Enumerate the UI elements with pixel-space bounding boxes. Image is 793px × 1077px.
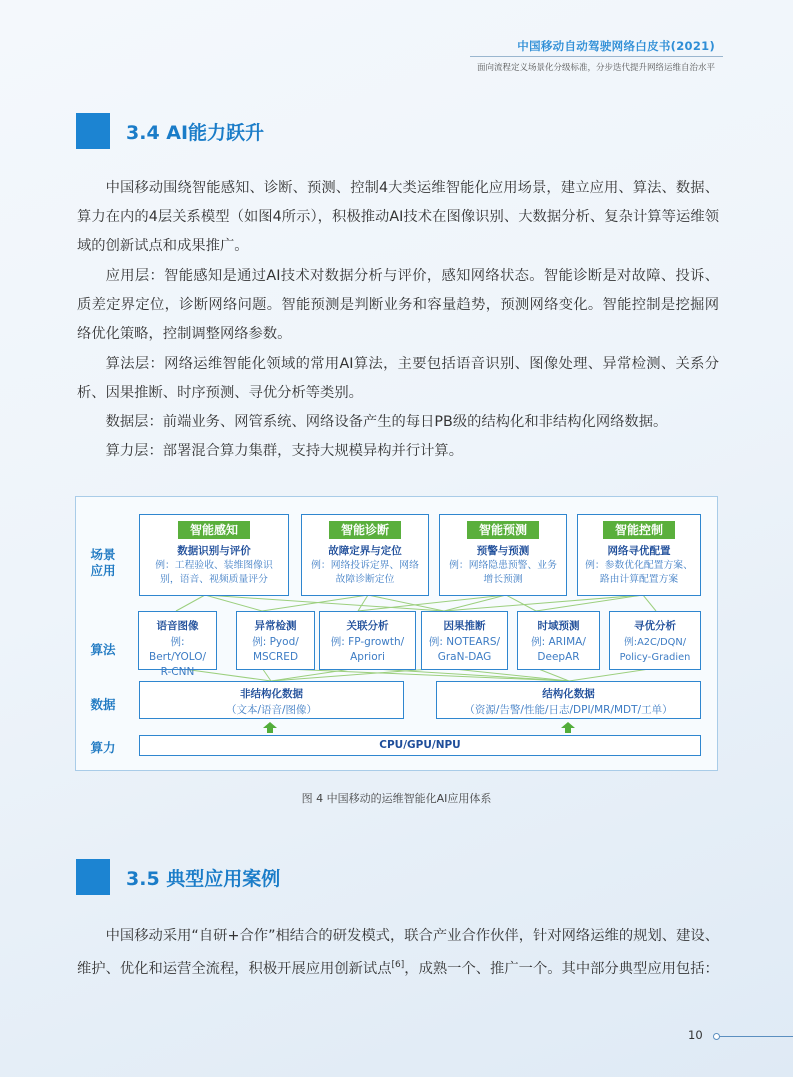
figure-caption: 图 4 中国移动的运维智能化AI应用体系 [301, 792, 492, 805]
algorithm-name: 因果推断 [443, 620, 486, 632]
compute-bar: CPU/GPU/NPU [139, 735, 701, 756]
scenario-description: 例：参数优化配置方案、路由计算配置方案 [585, 560, 693, 585]
citation: [6] [391, 960, 405, 970]
algorithm-name: 异常检测 [254, 620, 297, 632]
paragraph-compute-layer: 算力层：部署混合算力集群，支持大规模异构并行计算。 [105, 443, 464, 459]
section-marker [76, 859, 110, 895]
data-types: （资源/告警/性能/日志/DPI/MR/MDT/工单） [464, 704, 673, 716]
algorithm-box-speech-image [138, 611, 217, 678]
data-name: 结构化数据 [542, 688, 595, 700]
ai-architecture-diagram [75, 496, 718, 771]
footer-dot-icon [713, 1033, 720, 1040]
scenario-card-prediction [439, 514, 567, 596]
algorithm-name: 语音图像 [156, 620, 199, 632]
paragraph-intro: 中国移动围绕智能感知、诊断、预测、控制4大类运维智能化应用场景，建立应用、算法、数据、算力在内的4层关系模型（如图4所示），积极推动AI技术在图像识别、大数据分析、复杂计算等运维领域的创新试点和成果推广。 [77, 180, 719, 254]
scenario-subtitle: 网络寻优配置 [607, 545, 671, 557]
scenario-subtitle: 故障定界与定位 [328, 545, 402, 557]
scenario-card-diagnosis [301, 514, 429, 596]
row-label-data: 数据 [90, 697, 116, 712]
algorithm-examples: 例: ARIMA/ DeepAR [531, 636, 586, 663]
section-title: 3.5 典型应用案例 [126, 867, 281, 890]
footer-line [716, 1036, 793, 1037]
paragraph-text: ，成熟一个、推广一个。其中部分典型应用包括： [404, 960, 719, 977]
paragraph-text: 中国移动采用“自研+合作”相结合的研发模式，联合产业合作伙伴，针对网络运维的规划、建设、维护、优化和运营全流程，积极开展应用创新试点 [77, 928, 719, 977]
algorithm-examples: 例:A2C/DQN/ Policy-Gradien [619, 637, 691, 663]
algorithm-examples: 例: FP-growth/ Apriori [330, 636, 405, 663]
paragraph-algorithm-layer: 算法层：网络运维智能化领域的常用AI算法，主要包括语音识别、图像处理、异常检测、关系分析、因果推断、时序预测、寻优分析等类别。 [77, 356, 719, 401]
scenario-tag: 智能诊断 [329, 521, 401, 539]
paragraph-typical-cases [77, 922, 719, 984]
page-number: 10 [688, 1028, 703, 1042]
section-heading-3-5 [76, 859, 280, 895]
data-types: （文本/语音/图像） [225, 704, 318, 716]
data-name: 非结构化数据 [240, 688, 303, 700]
scenario-card-perception [139, 514, 289, 596]
scenario-tag: 智能感知 [178, 521, 250, 539]
algorithm-box-anomaly-detection [236, 611, 315, 670]
row-label-algorithm: 算法 [90, 642, 116, 657]
row-label-scenario: 场景 应用 [90, 547, 116, 578]
algorithm-examples: 例: NOTEARS/ GraN-DAG [428, 636, 501, 663]
section-title: 3.4 AI能力跃升 [126, 121, 265, 144]
arrow-stem [565, 728, 571, 733]
header-subtitle: 面向流程定义场景化分级标准，分步迭代提升网络运维自治水平 [476, 63, 715, 73]
scenario-subtitle: 预警与预测 [476, 545, 530, 557]
scenario-tag: 智能控制 [603, 521, 675, 539]
paragraph-data-layer: 数据层：前端业务、网管系统、网络设备产生的每日PB级的结构化和非结构化网络数据。 [105, 414, 668, 430]
algorithm-examples: 例: Bert/YOLO/ R-CNN [148, 636, 207, 678]
scenario-description: 例：工程验收、装维图像识别，语音、视频质量评分 [155, 560, 273, 585]
arrow-stem [267, 728, 273, 733]
section-heading-3-4 [76, 113, 264, 149]
scenario-subtitle: 数据识别与评价 [177, 545, 251, 557]
algorithm-box-association-analysis [319, 611, 416, 670]
section-marker [76, 113, 110, 149]
scenario-description: 例：网络投诉定界、网络故障诊断定位 [311, 560, 419, 585]
header-title: 中国移动自动驾驶网络白皮书(2021) [517, 39, 715, 53]
scenario-tag: 智能预测 [467, 521, 539, 539]
data-box-structured [436, 681, 701, 719]
data-box-unstructured [139, 681, 404, 719]
header-divider [470, 56, 723, 57]
row-label-compute: 算力 [90, 740, 116, 755]
algorithm-box-time-series-prediction [517, 611, 600, 670]
scenario-description: 例：网络隐患预警、业务增长预测 [449, 560, 557, 585]
algorithm-name: 关联分析 [346, 620, 389, 632]
paragraph-application-layer: 应用层：智能感知是通过AI技术对数据分析与评价，感知网络状态。智能诊断是对故障、投诉、质差定界定位，诊断网络问题。智能预测是判断业务和容量趋势，预测网络变化。智能控制是挖掘网络优化策略，控制调整网络参数。 [77, 268, 719, 342]
algorithm-box-optimization-analysis [609, 611, 701, 670]
algorithm-box-causal-inference [421, 611, 508, 670]
scenario-card-control [577, 514, 701, 596]
algorithm-name: 寻优分析 [634, 620, 676, 632]
algorithm-name: 时域预测 [537, 620, 580, 632]
algorithm-examples: 例: Pyod/ MSCRED [252, 636, 299, 663]
